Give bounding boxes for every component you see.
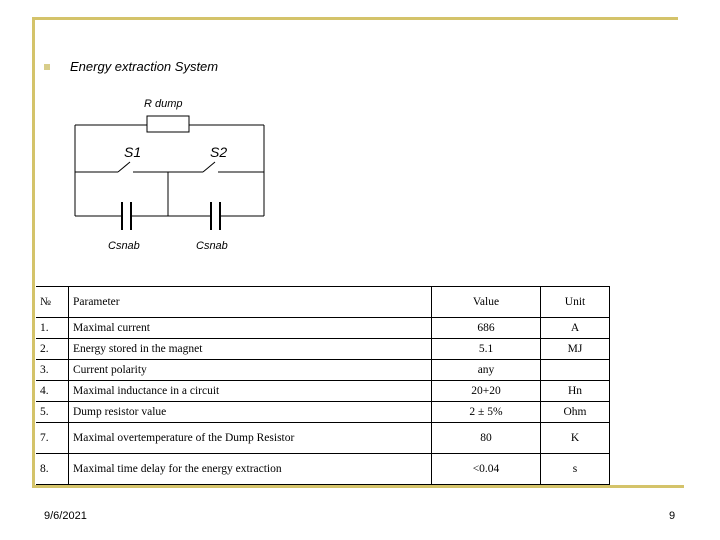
capacitor-2-label: Csnab bbox=[196, 240, 228, 252]
page-number: 9 bbox=[669, 510, 676, 522]
row-value: any bbox=[432, 360, 541, 381]
row-num: 8. bbox=[36, 454, 69, 485]
row-parameter: Maximal time delay for the energy extraction bbox=[69, 454, 432, 485]
capacitor-1-label: Csnab bbox=[108, 240, 140, 252]
table-row bbox=[36, 454, 610, 485]
row-value: <0.04 bbox=[432, 454, 541, 485]
bullet-square-icon bbox=[44, 64, 50, 70]
frame-top-line bbox=[32, 17, 678, 20]
table-row bbox=[36, 423, 610, 454]
row-parameter: Dump resistor value bbox=[69, 402, 432, 423]
row-unit bbox=[541, 360, 610, 381]
row-value: 80 bbox=[432, 423, 541, 454]
table-row bbox=[36, 339, 610, 360]
row-value: 5.1 bbox=[432, 339, 541, 360]
row-unit: A bbox=[541, 318, 610, 339]
row-unit: Ohm bbox=[541, 402, 610, 423]
frame-left-line bbox=[32, 17, 35, 485]
header-unit: Unit bbox=[541, 287, 610, 318]
circuit-diagram bbox=[60, 90, 280, 260]
row-value: 20+20 bbox=[432, 381, 541, 402]
table-row bbox=[36, 360, 610, 381]
footer-date: 9/6/2021 bbox=[44, 510, 87, 522]
frame-bottom-line bbox=[32, 485, 684, 488]
row-num: 4. bbox=[36, 381, 69, 402]
row-num: 1. bbox=[36, 318, 69, 339]
row-unit: s bbox=[541, 454, 610, 485]
table-row bbox=[36, 381, 610, 402]
row-num: 3. bbox=[36, 360, 69, 381]
parameters-table bbox=[36, 286, 610, 485]
table-row bbox=[36, 318, 610, 339]
row-value: 686 bbox=[432, 318, 541, 339]
row-parameter: Maximal current bbox=[69, 318, 432, 339]
switch-2 bbox=[203, 162, 215, 172]
header-num: № bbox=[36, 287, 69, 318]
row-num: 7. bbox=[36, 423, 69, 454]
switch-1-label: S1 bbox=[124, 144, 142, 160]
switch-1 bbox=[118, 162, 130, 172]
header-value: Value bbox=[432, 287, 541, 318]
row-parameter: Maximal inductance in a circuit bbox=[69, 381, 432, 402]
row-parameter: Energy stored in the magnet bbox=[69, 339, 432, 360]
table-row bbox=[36, 402, 610, 423]
switch-2-label: S2 bbox=[210, 144, 228, 160]
resistor-label: R dump bbox=[144, 98, 183, 110]
row-unit: Hn bbox=[541, 381, 610, 402]
row-unit: MJ bbox=[541, 339, 610, 360]
row-unit: K bbox=[541, 423, 610, 454]
slide-title: Energy extraction System bbox=[70, 59, 219, 74]
row-parameter: Maximal overtemperature of the Dump Resistor bbox=[69, 423, 432, 454]
table-header-row bbox=[36, 287, 610, 318]
row-value: 2 ± 5% bbox=[432, 402, 541, 423]
dump-resistor bbox=[147, 116, 189, 132]
row-num: 5. bbox=[36, 402, 69, 423]
row-num: 2. bbox=[36, 339, 69, 360]
header-parameter: Parameter bbox=[69, 287, 432, 318]
row-parameter: Current polarity bbox=[69, 360, 432, 381]
